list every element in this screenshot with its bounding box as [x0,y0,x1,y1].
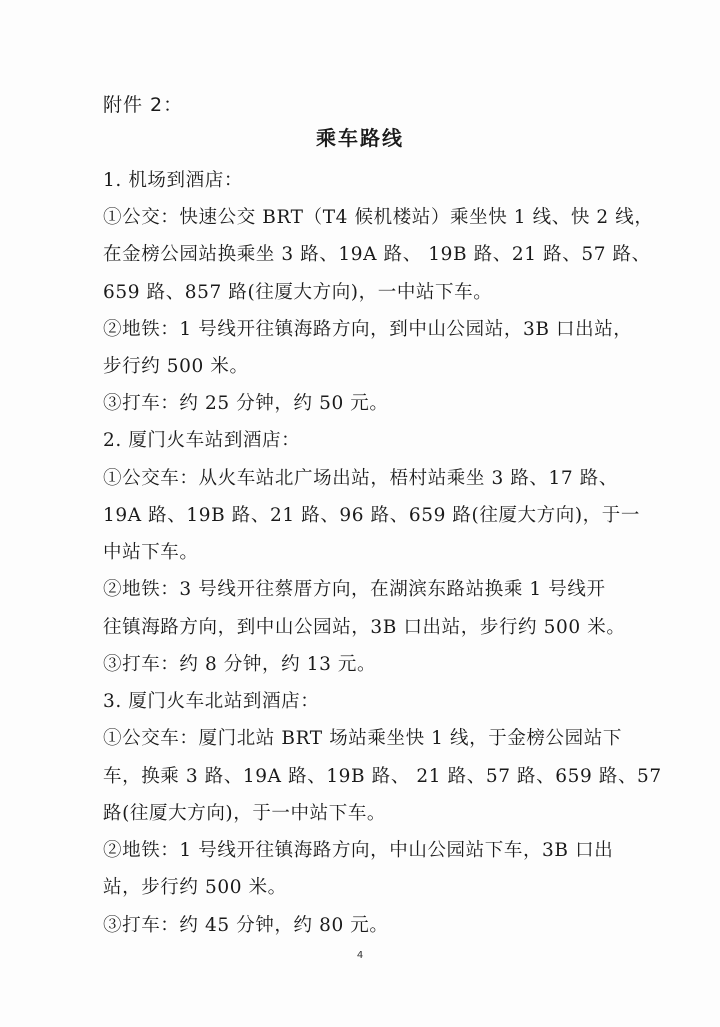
text-line: ②地铁：1 号线开往镇海路方向，到中山公园站，3B 口出站， [103,319,633,340]
text-line: 在金榜公园站换乘坐 3 路、19A 路、 19B 路、21 路、57 路、 [103,244,651,265]
attachment-label: 附件 2： [103,94,184,116]
section-heading-railway-station: 2. 厦门火车站到酒店： [103,430,301,451]
text-line: 车，换乘 3 路、19A 路、19B 路、 21 路、57 路、659 路、57 [103,766,662,787]
text-line: ①公交车：厦门北站 BRT 场站乘坐快 1 线，于金榜公园站下 [103,728,622,749]
text-line: 站，步行约 500 米。 [103,877,287,898]
text-line: 659 路、857 路(往厦大方向)，一中站下车。 [103,282,493,303]
text-line: ①公交车：从火车站北广场出站，梧村站乘坐 3 路、17 路、 [103,468,618,489]
text-line: 中站下车。 [103,542,199,563]
section-heading-airport: 1. 机场到酒店： [103,170,243,191]
text-line: ②地铁：1 号线开往镇海路方向，中山公园站下车，3B 口出 [103,840,614,861]
section-heading-north-station: 3. 厦门火车北站到酒店： [103,691,320,712]
text-line: ③打车：约 25 分钟，约 50 元。 [103,393,389,414]
text-line: 步行约 500 米。 [103,356,249,377]
text-line: 路(往厦大方向)，于一中站下车。 [103,803,387,824]
text-line: ③打车：约 45 分钟，约 80 元。 [103,915,389,936]
text-line: ②地铁：3 号线开往蔡厝方向，在湖滨东路站换乘 1 号线开 [103,579,606,600]
text-line: 往镇海路方向，到中山公园站，3B 口出站，步行约 500 米。 [103,617,626,638]
page-title: 乘车路线 [316,126,404,150]
text-line: 19A 路、19B 路、21 路、96 路、659 路(往厦大方向)，于一 [103,505,640,526]
text-line: ③打车：约 8 分钟，约 13 元。 [103,654,377,675]
page-number: 4 [356,950,364,961]
text-line: ①公交：快速公交 BRT（T4 候机楼站）乘坐快 1 线、快 2 线， [103,207,654,228]
